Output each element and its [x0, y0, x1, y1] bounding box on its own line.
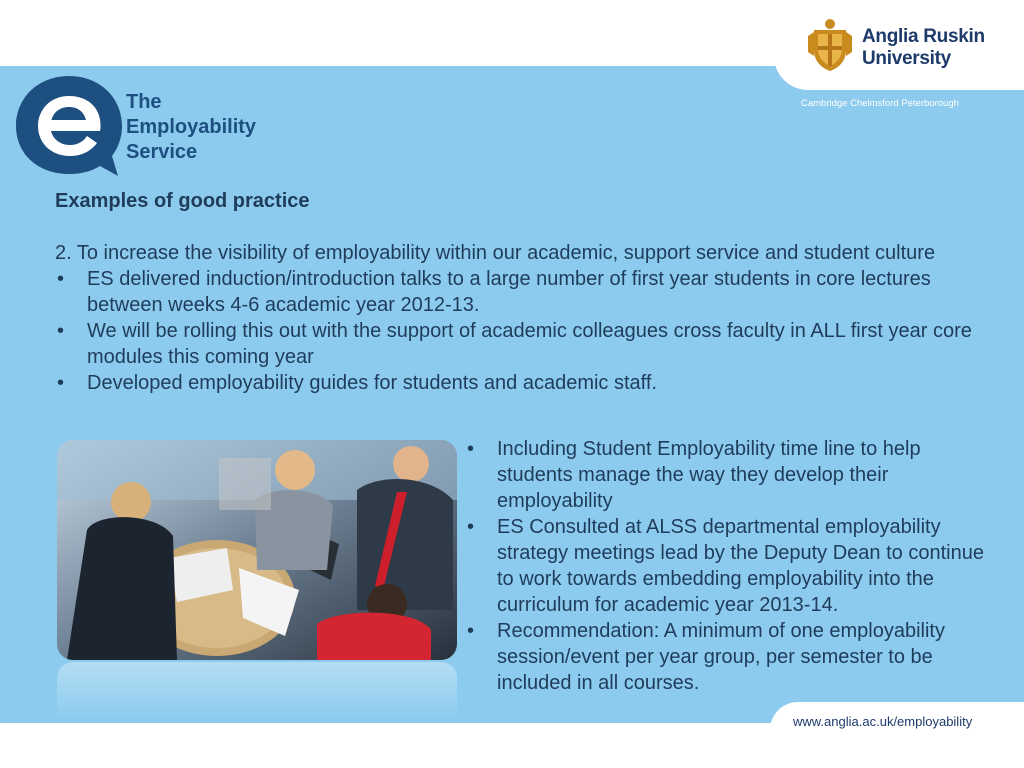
photo-reflection [57, 662, 457, 720]
list-item-text: ES delivered induction/introduction talks to a large number of first year students in core lectures between weeks 4-6 academic year 2012-13. [87, 268, 931, 316]
list-item [465, 618, 995, 696]
slide-heading: Examples of good practice [55, 190, 310, 212]
bullet-glyph: • [57, 372, 65, 394]
university-wordmark [862, 26, 985, 70]
bullet-glyph: • [467, 620, 475, 642]
footer-url-link[interactable]: www.anglia.ac.uk/employability [793, 714, 973, 729]
university-crest-icon [806, 16, 854, 72]
employability-service-logo-icon [14, 74, 124, 178]
list-item [55, 266, 975, 318]
campuses-tagline: Cambridge Chelmsford Peterborough [801, 98, 959, 109]
bullet-glyph: • [57, 320, 65, 342]
service-line-2: Employability [126, 116, 257, 138]
bullet-glyph: • [467, 516, 475, 538]
university-name-line-2: University [862, 48, 951, 69]
list-item [465, 514, 995, 618]
goal-statement: 2. To increase the visibility of employability within our academic, support service and student culture [55, 242, 936, 264]
list-item-text: We will be rolling this out with the support of academic colleagues cross faculty in ALL first year core modules this coming year [87, 320, 972, 368]
list-item [55, 318, 975, 370]
bullet-glyph: • [467, 438, 475, 460]
bullet-glyph: • [57, 268, 65, 290]
main-bullet-list [55, 266, 975, 396]
service-line-1: The [126, 91, 162, 113]
employability-service-wordmark [126, 90, 256, 165]
service-line-3: Service [126, 141, 198, 163]
university-name-line-1: Anglia Ruskin [862, 26, 985, 47]
list-item-text: Recommendation: A minimum of one employability session/event per year group, per semester to be included in all courses. [497, 620, 945, 694]
list-item-text: ES Consulted at ALSS departmental employability strategy meetings lead by the Deputy Dean to continue to work towards embedding employability into the curriculum for academic year 2013-14. [497, 516, 984, 616]
list-item [465, 436, 995, 514]
list-item-text: Developed employability guides for students and academic staff. [87, 372, 657, 394]
slide-content [55, 188, 975, 396]
list-item-text: Including Student Employability time line to help students manage the way they develop their employability [497, 438, 921, 512]
students-meeting-photo [57, 440, 457, 660]
list-item [55, 370, 975, 396]
secondary-bullet-list [465, 436, 995, 696]
